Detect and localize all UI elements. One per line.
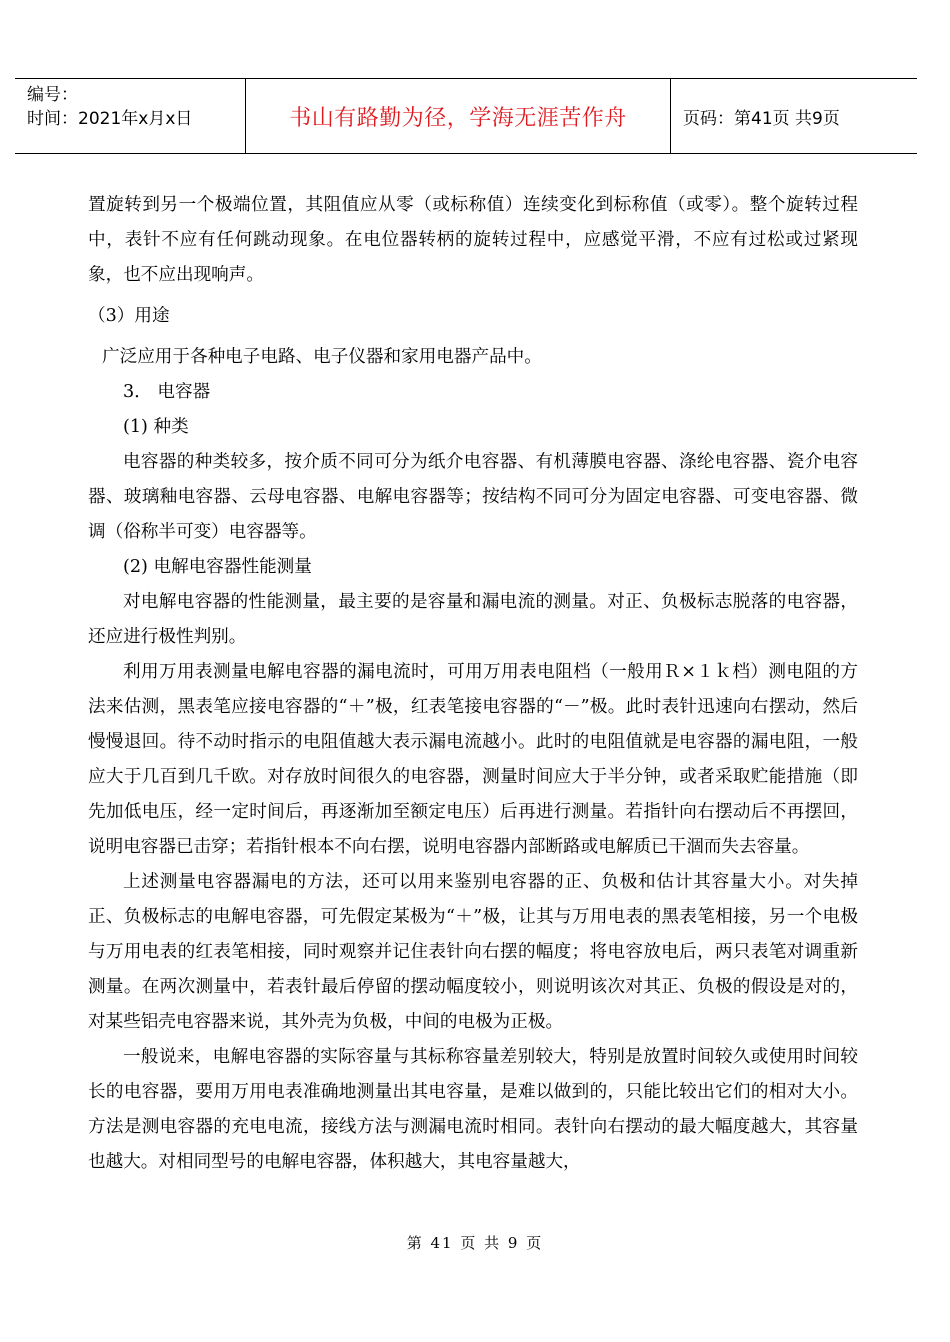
page-header — [15, 78, 917, 154]
header-motto: 书山有路勤为径，学海无涯苦作舟 — [246, 79, 671, 153]
section-heading: (2) 电解电容器性能测量 — [123, 557, 312, 577]
header-page-info: 页码：第41页 共9页 — [683, 108, 840, 129]
paragraph: 一般说来，电解电容器的实际容量与其标称容量差别较大，特别是放置时间较久或使用时间较长的电容器，要用万用电表准确地测量出其电容量，是难以做到的，只能比较出它们的相对大小。方法是测电容器的充电电流，接线方法与测漏电流时相同。表针向右摆动的最大幅度越大，其容量也越大。对相同型号的电解电容器，体积越大，其电容量越大， — [88, 1047, 858, 1172]
paragraph: 置旋转到另一个极端位置，其阻值应从零（或标称值）连续变化到标称值（或零）。整个旋转过程中，表针不应有任何跳动现象。在电位器转柄的旋转过程中，应感觉平滑，不应有过松或过紧现象，也不应出现响声。 — [88, 195, 858, 285]
paragraph: 电容器的种类较多，按介质不同可分为纸介电容器、有机薄膜电容器、涤纶电容器、瓷介电容器、玻璃釉电容器、云母电容器、电解电容器等；按结构不同可分为固定电容器、可变电容器、微调（俗称半可变）电容器等。 — [88, 452, 858, 542]
document-number-label: 编号： — [27, 85, 78, 105]
section-heading: (1) 种类 — [123, 417, 189, 437]
paragraph: 上述测量电容器漏电的方法，还可以用来鉴别电容器的正、负极和估计其容量大小。对失掉正、负极标志的电解电容器，可先假定某极为“＋”极，让其与万用电表的黑表笔相接，另一个电极与万用电表的红表笔相接，同时观察并记住表针向右摆的幅度；将电容放电后，两只表笔对调重新测量。在两次测量中，若表针最后停留的摆动幅度较小，则说明该次对其正、负极的假设是对的，对某些铝壳电容器来说，其外壳为负极，中间的电极为正极。 — [88, 872, 858, 1032]
paragraph: 利用万用表测量电解电容器的漏电流时，可用万用表电阻档（一般用Ｒ×１ｋ档）测电阻的方法来估测，黑表笔应接电容器的“＋”极，红表笔接电容器的“－”极。此时表针迅速向右摆动，然后慢慢退回。待不动时指示的电阻值越大表示漏电流越小。此时的电阻值就是电容器的漏电阻，一般应大于几百到几千欧。对存放时间很久的电容器，测量时间应大于半分钟，或者采取贮能措施（即先加低电压，经一定时间后，再逐渐加至额定电压）后再进行测量。若指针向右摆动后不再摆回，说明电容器已击穿；若指针根本不向右摆，说明电容器内部断路或电解质已干涸而失去容量。 — [88, 662, 858, 857]
paragraph: 广泛应用于各种电子电路、电子仪器和家用电器产品中。 — [102, 347, 542, 367]
document-body — [88, 188, 858, 1180]
header-meta — [15, 79, 246, 153]
section-heading: 3． 电容器 — [123, 382, 211, 402]
paragraph: 对电解电容器的性能测量，最主要的是容量和漏电流的测量。对正、负极标志脱落的电容器，还应进行极性判别。 — [88, 592, 858, 647]
document-time-label: 时间：2021年x月x日 — [27, 109, 193, 129]
section-heading: （3）用途 — [88, 306, 170, 326]
page-footer: 第 41 页 共 9 页 — [406, 1234, 544, 1252]
